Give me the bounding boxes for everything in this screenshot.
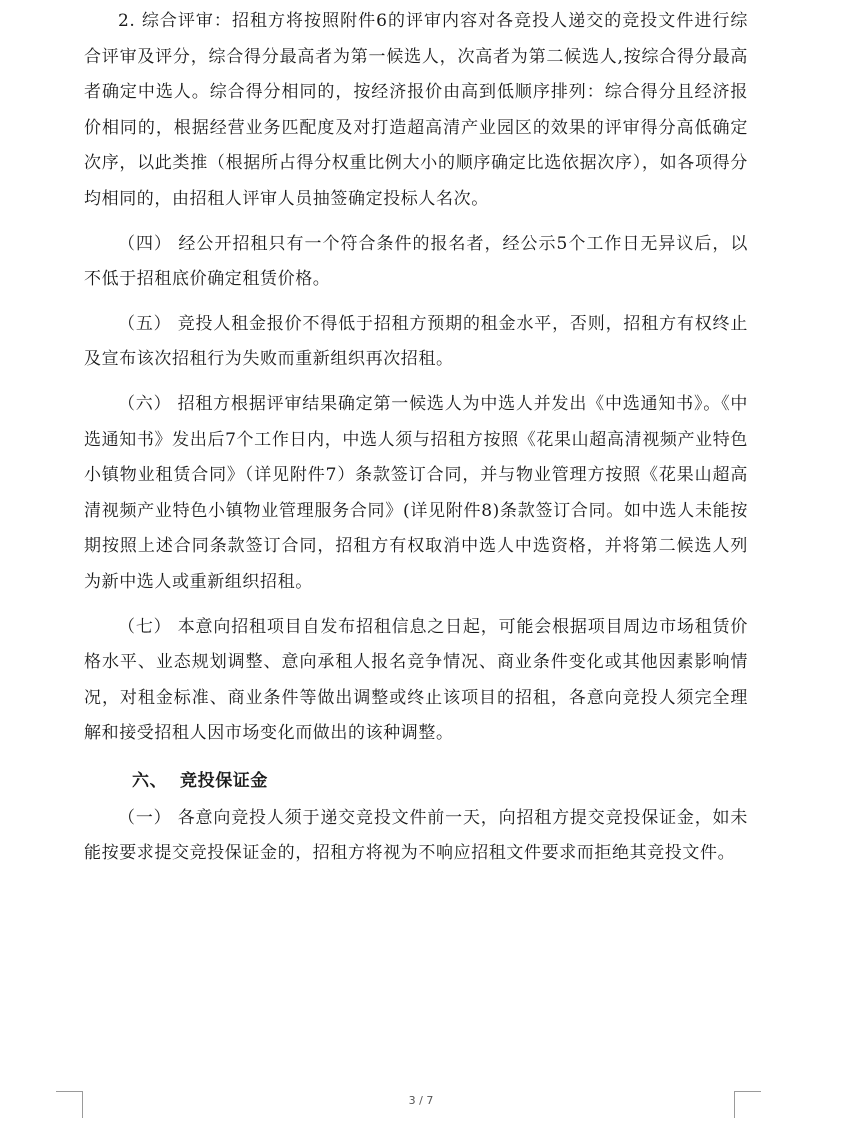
paragraph-clause-6: （六） 招租方根据评审结果确定第一候选人为中选人并发出《中选通知书》。《中选通知书》发出后7个工作日内，中选人须与招租方按照《花果山超高清视频产业特色小镇物业租赁合同》（详见附件7）条款签订合同，并与物业管理方按照《花果山超高清视频产业特色小镇物业管理服务合同》(详见附件8)条款签订合同。如中选人未能按期按照上述合同条款签订合同，招租方有权取消中选人中选资格，并将第二候选人列为新中选人或重新组织招租。 [84, 393, 748, 592]
paragraph-clause-5: （五） 竞投人租金报价不得低于招租方预期的租金水平，否则，招租方有权终止及宣布该次招租行为失败而重新组织再次招租。 [84, 313, 748, 370]
paragraph-deposit-clause-1: （一） 各意向竞投人须于递交竞投文件前一天，向招租方提交竞投保证金，如未能按要求提交竞投保证金的，招租方将视为不响应招租文件要求而拒绝其竞投文件。 [84, 807, 748, 864]
section-title: 竞投保证金 [180, 770, 268, 791]
paragraph-clause-7: （七） 本意向招租项目自发布招租信息之日起，可能会根据项目周边市场租赁价格水平、业态规划调整、意向承租人报名竞争情况、商业条件变化或其他因素影响情况，对租金标准、商业条件等做出调整或终止该项目的招租，各意向竞投人须完全理解和接受招租人因市场变化而做出的该种调整。 [84, 616, 748, 744]
paragraph-clause-4: （四） 经公开招租只有一个符合条件的报名者，经公示5个工作日无异议后，以不低于招租底价确定租赁价格。 [84, 233, 748, 290]
section-heading-deposit [84, 761, 748, 801]
section-number: 六、 [132, 770, 168, 791]
page-number: 3 / 7 [408, 1094, 434, 1107]
paragraph-comprehensive-review: 2. 综合评审：招租方将按照附件6的评审内容对各竞投人递交的竞投文件进行综合评审及评分，综合得分最高者为第一候选人，次高者为第二候选人,按综合得分最高者确定中选人。综合得分相同的，按经济报价由高到低顺序排列：综合得分且经济报价相同的，根据经营业务匹配度及对打造超高清产业园区的效果的评审得分高低确定次序，以此类推（根据所占得分权重比例大小的顺序确定比选依据次序），如各项得分均相同的，由招租人评审人员抽签确定投标人名次。 [84, 11, 748, 209]
document-body [84, 4, 748, 872]
